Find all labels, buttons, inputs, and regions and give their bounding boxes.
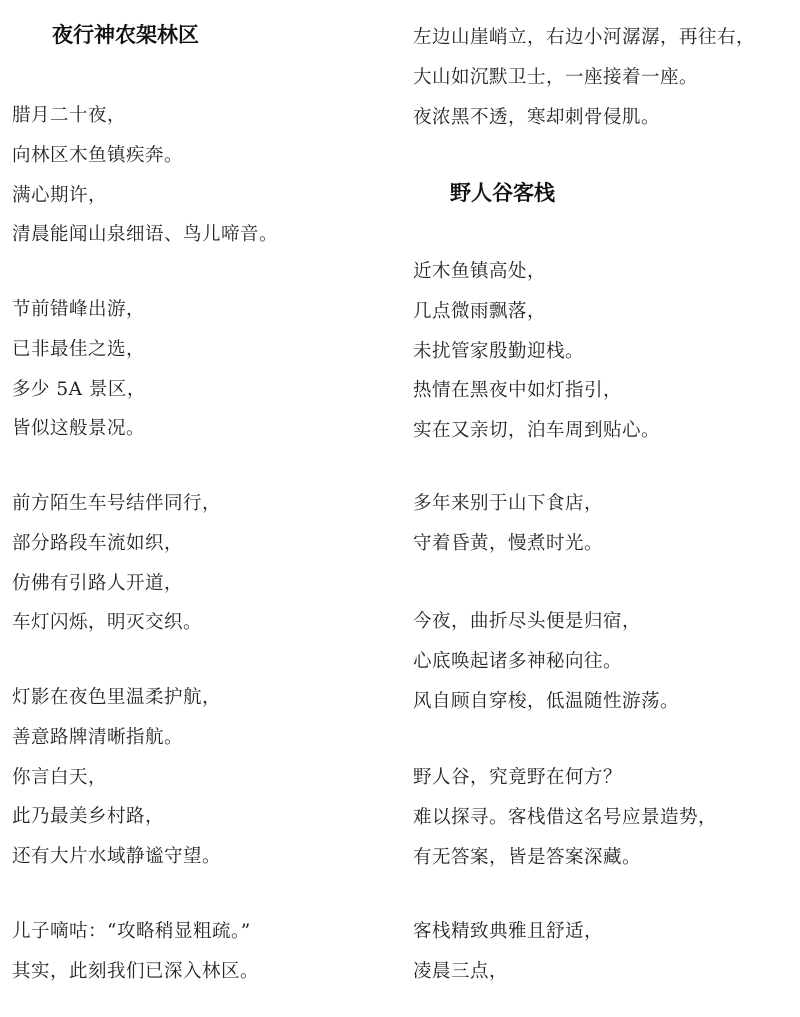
poem-line: 守着昏黄，慢煮时光。 [413,532,604,554]
poem-line: 有无答案，皆是答案深藏。 [413,846,642,868]
poem-line: 满心期许， [12,184,108,206]
poem-line: 部分路段车流如织， [12,532,184,554]
poem-line: 你言白天， [12,766,108,788]
poem-line: 仿佛有引路人开道， [12,572,184,594]
poem-line: 未扰管家殷勤迎栈。 [413,340,585,362]
poem-line: 凌晨三点， [413,960,509,982]
poem-line: 夜浓黑不透，寒却刺骨侵肌。 [413,106,661,128]
poem-line: 实在又亲切，泊车周到贴心。 [413,420,661,442]
poem-line: 其实，此刻我们已深入林区。 [12,960,260,982]
poem-line: 野人谷，究竟野在何方？ [413,767,623,788]
poem-line: 皆似这般景况。 [12,418,146,440]
poem-line: 前方陌生车号结伴同行， [12,493,222,514]
poem-line: 左边山崖峭立，右边小河潺潺，再往右， [413,27,756,48]
poem-title-right: 野人谷客栈 [450,181,555,205]
poem-line: 难以探寻。客栈借这名号应景造势， [413,806,718,828]
poem-line: 清晨能闻山泉细语、鸟儿啼音。 [12,224,279,246]
poem-line: 多年来别于山下食店， [413,493,604,514]
poem-line: 已非最佳之选， [12,338,146,360]
poem-line: 善意路牌清晰指航。 [12,726,184,748]
poem-line: 热情在黑夜中如灯指引， [413,380,623,402]
poem-line: 多少 5A 景区， [12,378,146,400]
poem-title-left: 夜行神农架林区 [52,23,199,47]
poem-line: 近木鱼镇高处， [413,261,547,282]
poem-line: 灯影在夜色里温柔护航， [12,687,222,708]
poem-line: 向林区木鱼镇疾奔。 [12,144,184,166]
poem-line: 儿子嘀咕：“攻略稍显粗疏。” [12,921,251,942]
poem-line: 此乃最美乡村路， [12,806,165,828]
poem-line: 大山如沉默卫士，一座接着一座。 [413,66,699,88]
poem-line: 客栈精致典雅且舒适， [413,921,604,942]
poem-line: 风自顾自穿梭，低温随性游荡。 [413,690,680,712]
poem-line: 心底唤起诸多神秘向往。 [413,650,623,672]
poem-line: 车灯闪烁，明灭交织。 [12,612,203,634]
poem-line: 今夜，曲折尽头便是归宿， [413,611,642,632]
poem-line: 节前错峰出游， [12,299,146,320]
poem-line: 还有大片水域静谧守望。 [12,846,222,868]
poem-line: 几点微雨飘落， [413,300,547,322]
poem-line: 腊月二十夜， [12,105,127,126]
